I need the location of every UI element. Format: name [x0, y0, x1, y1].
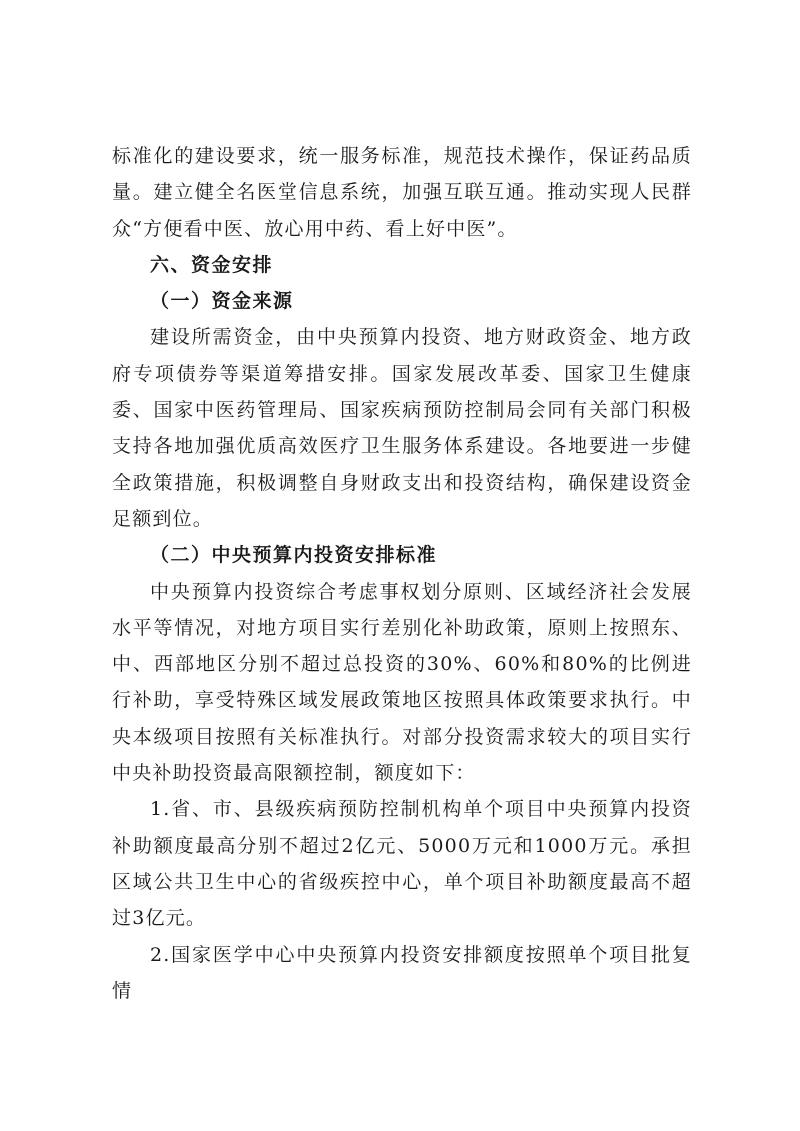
section-heading-funding: 六、资金安排: [150, 253, 274, 276]
paragraph-continuation: 标准化的建设要求，统一服务标准，规范技术操作，保证药品质量。建立健全名医堂信息系统，加强互联互通。推动实现人民群众“方便看中医、放心用中药、看上好中医”。: [112, 145, 692, 240]
paragraph-item-1: 1.省、市、县级疾病预防控制机构单个项目中央预算内投资补助额度最高分别不超过2亿元、5000万元和1000万元。承担区域公共卫生中心的省级疾控中心，单个项目补助额度最高不超过3亿元。: [112, 798, 692, 930]
subsection-heading-sources: （一）资金来源: [150, 290, 294, 313]
paragraph-item-2: 2.国家医学中心中央预算内投资安排额度按照单个项目批复情: [112, 943, 692, 1002]
subsection-heading-standards: （二）中央预算内投资安排标准: [150, 544, 438, 567]
paragraph-funding-sources: 建设所需资金，由中央预算内投资、地方财政资金、地方政府专项债券等渠道筹措安排。国家发展改革委、国家卫生健康委、国家中医药管理局、国家疾病预防控制局会同有关部门积极支持各地加强优质高效医疗卫生服务体系建设。各地要进一步健全政策措施，积极调整自身财政支出和投资结构，确保建设资金足额到位。: [112, 326, 692, 530]
paragraph-investment-standards: 中央预算内投资综合考虑事权划分原则、区域经济社会发展水平等情况，对地方项目实行差别化补助政策，原则上按照东、中、西部地区分别不超过总投资的30%、60%和80%的比例进行补助，享受特殊区域发展政策地区按照具体政策要求执行。中央本级项目按照有关标准执行。对部分投资需求较大的项目实行中央补助投资最高限额控制，额度如下：: [112, 580, 692, 785]
document-page: [112, 138, 692, 1009]
